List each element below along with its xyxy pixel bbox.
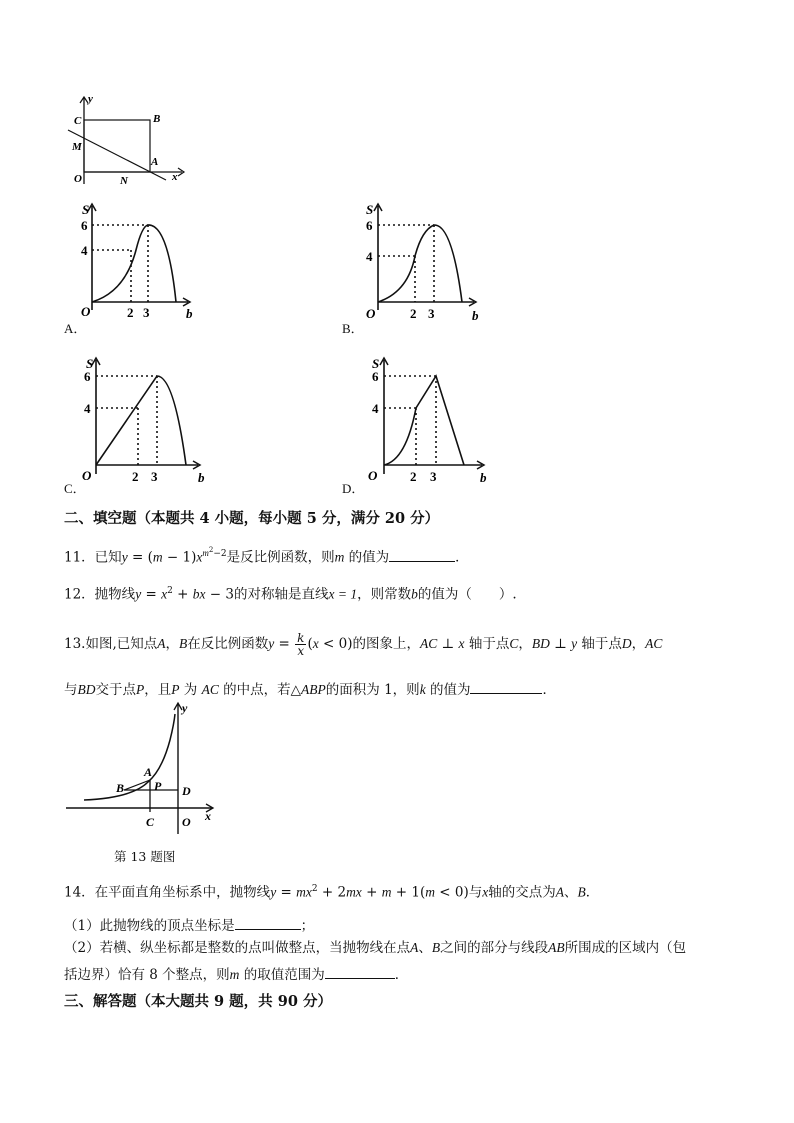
axis-label: S: [372, 356, 380, 371]
axis-label: S: [82, 202, 90, 217]
tick-label: 3: [428, 306, 435, 320]
option-b-letter: B．: [342, 321, 364, 336]
axis-label: b: [480, 470, 487, 484]
tick-label: 4: [84, 401, 91, 416]
question-13-figure: [62, 700, 222, 840]
tick-label: 3: [430, 469, 437, 484]
question-11: 11．已知$y = (m - 1)x^{m^2-2}$是反比例函数，则m 的值为 ．: [64, 546, 469, 566]
fig-label: P: [154, 779, 162, 793]
answer-blank[interactable]: [325, 964, 395, 979]
question-13-line-1: 13.如图,已知点A，B在反比例函数y = $\frac{k}{x}$ (x < 0)的图象上，AC ⊥ x 轴于点C，BD ⊥ y 轴于点D，AC: [64, 631, 663, 658]
tick-label: 4: [366, 249, 373, 264]
fig-label: O: [74, 173, 82, 185]
answer-blank[interactable]: [389, 547, 455, 562]
section-heading: 二、填空题（本题共 4 小题，每小题 5 分，满分 20 分）: [64, 510, 440, 527]
tick-label: 4: [372, 401, 379, 416]
axis-label: b: [198, 470, 205, 484]
tick-label: O: [366, 306, 376, 320]
fig-label: M: [72, 141, 82, 153]
question-13-line-2: 与BD交于点P，且P 为 AC 的中点，若△ABP的面积为 1，则k 的值为 ．: [64, 679, 556, 699]
axis-label: b: [186, 306, 193, 320]
fig-label: C: [146, 815, 155, 829]
tick-label: 6: [81, 218, 88, 233]
option-c-letter: C．: [64, 481, 86, 496]
fig-label: x: [172, 171, 178, 183]
option-d-graph: [362, 352, 492, 484]
fig-label: A: [144, 765, 153, 779]
option-b-graph: [362, 200, 487, 320]
fig-label: C: [74, 115, 82, 127]
fig-label: y: [88, 93, 93, 105]
tick-label: 2: [410, 469, 417, 484]
axis-label: S: [86, 356, 94, 371]
question-14-intro: 14．在平面直角坐标系中，抛物线$y = mx^2 + 2mx + m + 1(m < 0)$与x轴的交点为A、B．: [64, 884, 600, 901]
tick-label: 6: [372, 369, 379, 384]
option-c-graph: [80, 352, 210, 484]
fig-label: x: [205, 809, 211, 823]
tick-label: 6: [84, 369, 91, 384]
tick-label: 2: [410, 306, 417, 320]
fig-label: y: [182, 701, 188, 715]
tick-label: O: [368, 468, 378, 483]
tick-label: 2: [132, 469, 139, 484]
tick-label: 3: [151, 469, 158, 484]
section-heading: 三、解答题（本大题共 9 题，共 90 分）: [64, 993, 332, 1010]
tick-label: 6: [366, 218, 373, 233]
answer-blank[interactable]: [470, 679, 542, 694]
option-a-graph: [80, 200, 200, 320]
tick-label: 3: [143, 305, 150, 320]
fig-label: D: [182, 784, 191, 798]
fig-label: A: [151, 156, 159, 168]
axis-label: b: [472, 308, 479, 320]
tick-label: 4: [81, 243, 88, 258]
top-figure: [60, 92, 190, 187]
question-12: 12．抛物线$y = x^2$ + bx − 3的对称轴是直线x = 1，则常数b的值为（ ）.: [64, 586, 517, 603]
question-14-part-2-line-2: 括边界）恰有 8 个整点，则m 的取值范围为 ．: [64, 964, 408, 984]
question-14-part-1: （1）此抛物线的顶点坐标是 ；: [64, 915, 314, 935]
tick-label: O: [82, 468, 92, 483]
tick-label: 2: [127, 305, 134, 320]
question-14-part-2-line-1: （2）若横、纵坐标都是整数的点叫做整点，当抛物线在点A、B之间的部分与线段AB所围成的区域内（包: [64, 940, 687, 956]
axis-label: S: [366, 202, 374, 217]
fig-label: B: [153, 113, 161, 125]
option-a-letter: A．: [64, 321, 87, 336]
answer-blank[interactable]: [235, 915, 301, 930]
figure-caption: 第 13 题图: [114, 849, 176, 864]
fig-label: B: [116, 781, 125, 795]
option-d-letter: D．: [342, 481, 365, 496]
tick-label: O: [81, 304, 91, 319]
fig-label: N: [120, 175, 128, 187]
fig-label: O: [182, 815, 191, 829]
